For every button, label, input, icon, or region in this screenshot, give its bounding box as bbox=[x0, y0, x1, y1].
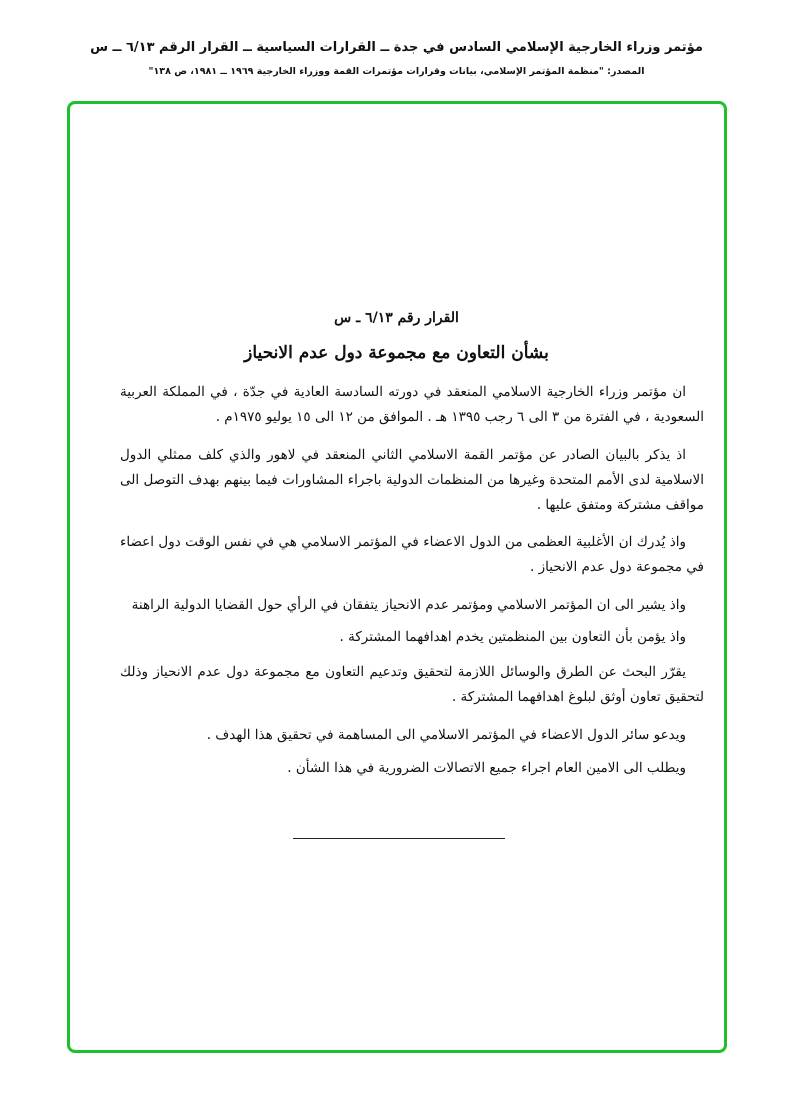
running-header-title: مؤتمر وزراء الخارجية الإسلامي السادس في جدة ــ القرارات السياسية ــ القرار الرقم ٦/١٣ ــ س bbox=[90, 40, 703, 55]
paragraph-text: ويدعو سائر الدول الاعضاء في المؤتمر الاسلامي الى المساهمة في تحقيق هذا الهدف . bbox=[206, 727, 686, 743]
paragraph-text: واذ يؤمن بأن التعاون بين المنظمتين يخدم اهدافهما المشتركة . bbox=[339, 629, 686, 645]
paragraph-text: اذ يذكر بالبيان الصادر عن مؤتمر القمة الاسلامي الثاني المنعقد في لاهور والذي كلف ممثلي الدول الاسلامية لدى الأمم المتحدة وغيرها من المنظمات الدولية باجراء المشاورات فيما بينهم بهدف التوصل الى مواقف مشتركة ومتفق عليها . bbox=[120, 447, 704, 513]
running-header-source: المصدر: "منظمة المؤتمر الإسلامي، بيانات وقرارات مؤتمرات القمة ووزراء الخارجية ١٩٦٩ ــ ١٩٨١، ص ١٣٨" bbox=[148, 66, 645, 77]
closing-rule bbox=[293, 838, 505, 839]
paragraph bbox=[120, 660, 704, 710]
paragraph bbox=[120, 530, 704, 580]
paragraph-text: واذ يُدرك ان الأغلبية العظمى من الدول الاعضاء في المؤتمر الاسلامي هي في نفس الوقت دول اعضاء في مجموعة دول عدم الانحياز . bbox=[120, 534, 704, 575]
paragraph bbox=[120, 593, 704, 618]
paragraph bbox=[120, 723, 704, 748]
paragraph-text: يقرّر البحث عن الطرق والوسائل اللازمة لتحقيق وتدعيم التعاون مع مجموعة دول عدم الانحياز وذلك لتحقيق تعاون أوثق لبلوغ اهدافهما المشتركة . bbox=[120, 664, 704, 705]
paragraph bbox=[120, 380, 704, 430]
resolution-number: القرار رقم ٦/١٣ ـ س bbox=[334, 310, 459, 326]
paragraph bbox=[120, 443, 704, 518]
paragraph-text: ان مؤتمر وزراء الخارجية الاسلامي المنعقد في دورته السادسة العادية في جدّة ، في المملكة العربية السعودية ، في الفترة من ٣ الى ٦ رجب ١٣٩٥ هـ . الموافق من ١٢ الى ١٥ يوليو ١٩٧٥م . bbox=[120, 384, 704, 425]
resolution-subject: بشأن التعاون مع مجموعة دول عدم الانحياز bbox=[244, 343, 549, 363]
paragraph bbox=[120, 756, 704, 781]
paragraph-text: ويطلب الى الامين العام اجراء جميع الاتصالات الضرورية في هذا الشأن . bbox=[287, 760, 686, 776]
paragraph bbox=[120, 625, 704, 650]
paragraph-text: واذ يشير الى ان المؤتمر الاسلامي ومؤتمر عدم الانحياز يتفقان في الرأي حول القضايا الدولية الراهنة bbox=[131, 597, 686, 613]
